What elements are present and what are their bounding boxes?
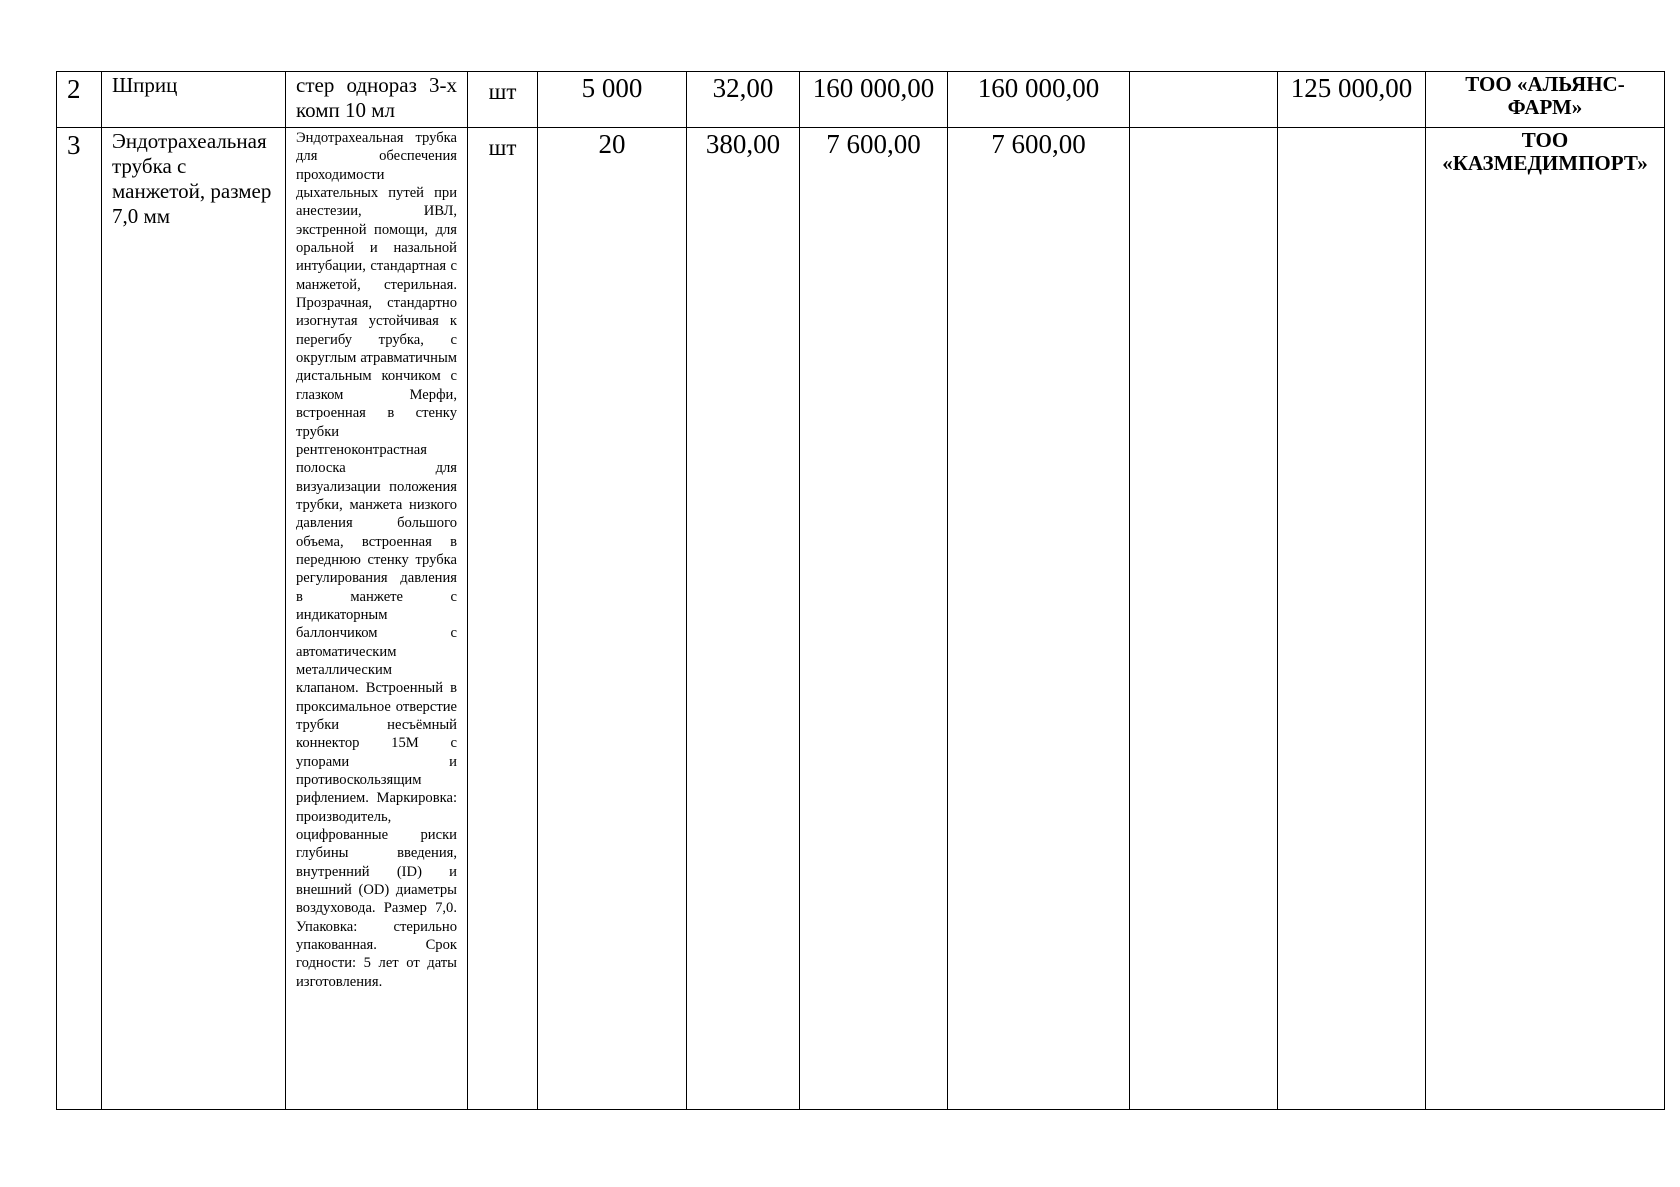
row-number: 2 <box>57 72 102 128</box>
amount-2: 7 600,00 <box>948 128 1130 1110</box>
supplier-name: ТОО «АЛЬЯНС-ФАРМ» <box>1426 72 1665 128</box>
table-row <box>57 128 1665 1110</box>
offer-price <box>1278 128 1426 1110</box>
amount: 160 000,00 <box>800 72 948 128</box>
quantity: 20 <box>538 128 687 1110</box>
quantity: 5 000 <box>538 72 687 128</box>
item-specification: стер однораз 3-х комп 10 мл <box>286 72 468 128</box>
supplier-name: ТОО «КАЗМЕДИМПОРТ» <box>1426 128 1665 1110</box>
table-row <box>57 72 1665 128</box>
item-name: Эндотрахеальная трубка с манжетой, размер 7,0 мм <box>102 128 286 1110</box>
amount-2: 160 000,00 <box>948 72 1130 128</box>
row-number: 3 <box>57 128 102 1110</box>
unit-of-measure: шт <box>468 128 538 1110</box>
unit-of-measure: шт <box>468 72 538 128</box>
unit-price: 380,00 <box>687 128 800 1110</box>
item-name: Шприц <box>102 72 286 128</box>
unit-price: 32,00 <box>687 72 800 128</box>
empty-cell <box>1130 128 1278 1110</box>
item-specification: Эндотрахеальная трубка для обеспечения проходимости дыхательных путей при анестезии, ИВЛ, экстренной помощи, для оральной и назальной интубации, стандартная с манжетой, стерильная. Прозрачная, стандартно изогнутая устойчивая к перегибу трубка, с округлым атравматичным дистальным кончиком с глазком Мерфи, встроенная в стенку трубки рентгеноконтрастная полоска для визуализации положения трубки, манжета низкого давления большого объема, встроенная в переднюю стенку трубка регулирования давления в манжете с индикаторным баллончиком с автоматическим металлическим клапаном. Встроенный в проксимальное отверстие трубки несъёмный коннектор 15М с упорами и противоскользящим рифлением. Маркировка: производитель, оцифрованные риски глубины введения, внутренний (ID) и внешний (OD) диаметры воздуховода. Размер 7,0. Упаковка: стерильно упакованная. Срок годности: 5 лет от даты изготовления. <box>286 128 468 1110</box>
amount: 7 600,00 <box>800 128 948 1110</box>
empty-cell <box>1130 72 1278 128</box>
procurement-table <box>56 71 1665 1110</box>
offer-price: 125 000,00 <box>1278 72 1426 128</box>
